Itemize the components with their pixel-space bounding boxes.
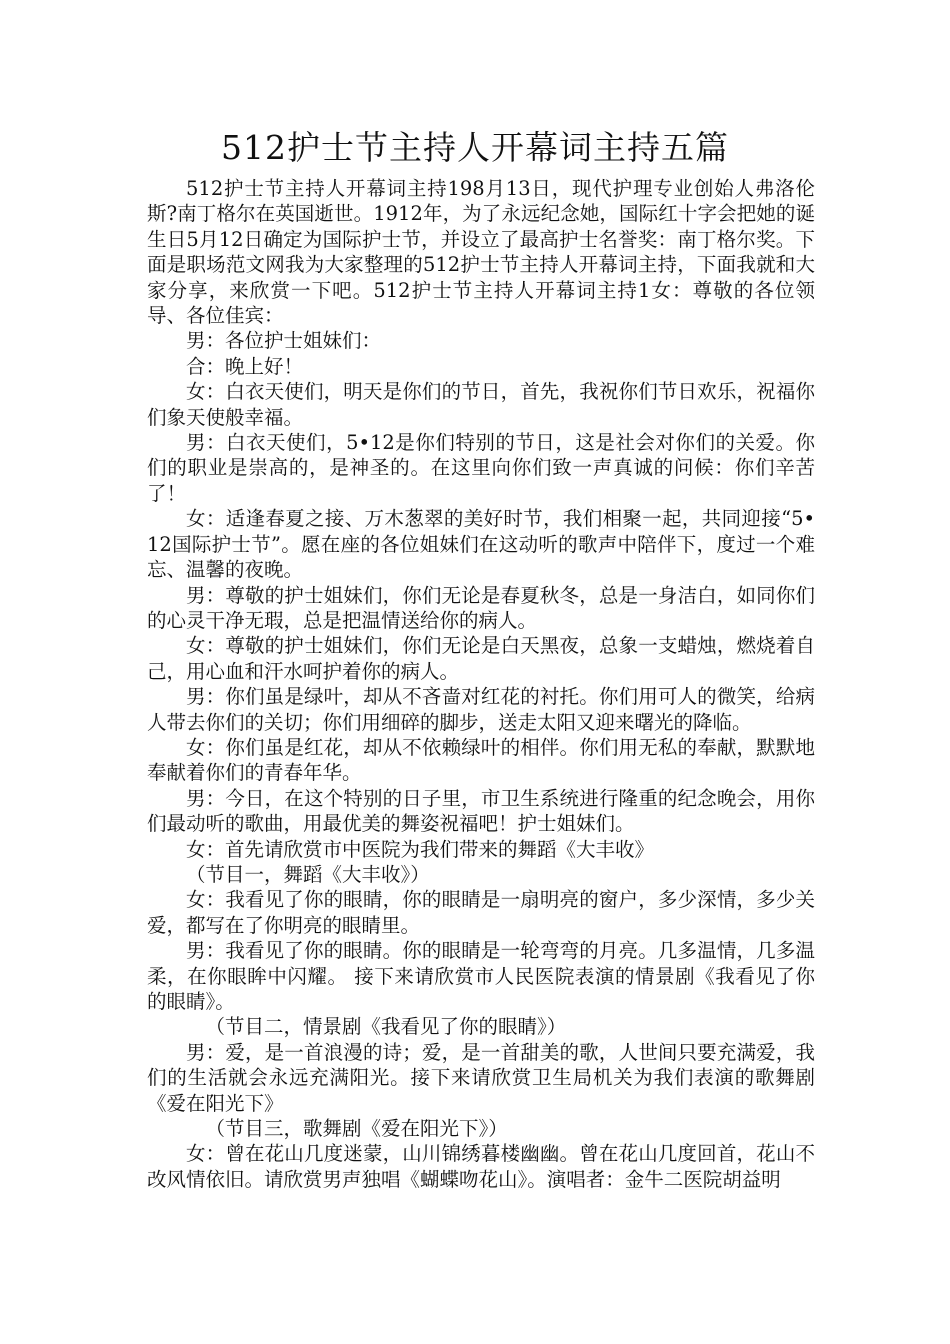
dialogue-line: 女：首先请欣赏市中医院为我们带来的舞蹈《大丰收》 [186, 837, 655, 861]
program-note: （节目一，舞蹈《大丰收》） [186, 862, 430, 886]
dialogue-line: 女：你们虽是红花，却从不依赖绿叶的相伴。你们用无私的奉献，默默地奉献着你们的青春年华。 [147, 735, 815, 785]
dialogue-line: 女：白衣天使们，明天是你们的节日，首先，我祝你们节日欢乐，祝福你们象天使般幸福。 [147, 380, 815, 429]
dialogue-line: 男：今日，在这个特别的日子里，市卫生系统进行隆重的纪念晚会，用你们最动听的歌曲，用最优美的舞姿祝福吧！护士姐妹们。 [147, 786, 815, 836]
dialogue-line: 男：各位护士姐妹们： [186, 329, 382, 353]
document-body [147, 176, 815, 1192]
program-note: （节目二，情景剧《我看见了你的眼睛》） [205, 1015, 567, 1039]
program-note: （节目三，歌舞剧《爱在阳光下》） [205, 1117, 508, 1141]
dialogue-line: 合：晚上好！ [186, 354, 304, 378]
intro-paragraph: 512护士节主持人开幕词主持198月13日，现代护理专业创始人弗洛伦斯?南丁格尔在英国逝世。1912年，为了永远纪念她，国际红十字会把她的诞生日5月12日确定为国际护士节，并设立了最高护士名誉奖：南丁格尔奖。下面是职场范文网我为大家整理的512护士节主持人开幕词主持，下面我就和大家分享，来欣赏一下吧。512护士节主持人开幕词主持1女：尊敬的各位领导、各位佳宾： [147, 177, 815, 328]
dialogue-line: 女：尊敬的护士姐妹们，你们无论是白天黑夜，总象一支蜡烛，燃烧着自己，用心血和汗水呵护着你的病人。 [147, 634, 815, 683]
dialogue-line: 男：尊敬的护士姐妹们，你们无论是春夏秋冬，总是一身洁白，如同你们的心灵干净无瑕，总是把温情送给你的病人。 [147, 583, 815, 632]
dialogue-line: 男：白衣天使们，5•12是你们特别的节日，这是社会对你们的关爱。你们的职业是崇高的，是神圣的。在这里向你们致一声真诚的问候：你们辛苦了！ [147, 431, 815, 505]
dialogue-line: 女：曾在花山几度迷蒙，山川锦绣暮楼幽幽。曾在花山几度回首，花山不改风情依旧。请欣赏男声独唱《蝴蝶吻花山》。演唱者：金牛二医院胡益明 [147, 1142, 815, 1191]
dialogue-line: 男：你们虽是绿叶，却从不吝啬对红花的衬托。你们用可人的微笑，给病人带去你们的关切；你们用细碎的脚步，送走太阳又迎来曙光的降临。 [147, 685, 815, 734]
dialogue-line: 女：适逢春夏之接、万木葱翠的美好时节，我们相聚一起，共同迎接“5•12国际护士节”。愿在座的各位姐妹们在这动听的歌声中陪伴下，度过一个难忘、温馨的夜晚。 [147, 507, 815, 582]
dialogue-line: 女：我看见了你的眼睛，你的眼睛是一扇明亮的窗户，多少深情，多少关爱，都写在了你明亮的眼睛里。 [147, 888, 815, 937]
document-title: 512护士节主持人开幕词主持五篇 [221, 128, 729, 167]
dialogue-line: 男：我看见了你的眼睛。你的眼睛是一轮弯弯的月亮。几多温情，几多温柔，在你眼眸中闪耀。 接下来请欣赏市人民医院表演的情景剧《我看见了你的眼睛》。 [147, 939, 815, 1013]
dialogue-line: 男：爱，是一首浪漫的诗；爱，是一首甜美的歌，人世间只要充满爱，我们的生活就会永远充满阳光。接下来请欣赏卫生局机关为我们表演的歌舞剧《爱在阳光下》 [147, 1040, 815, 1115]
